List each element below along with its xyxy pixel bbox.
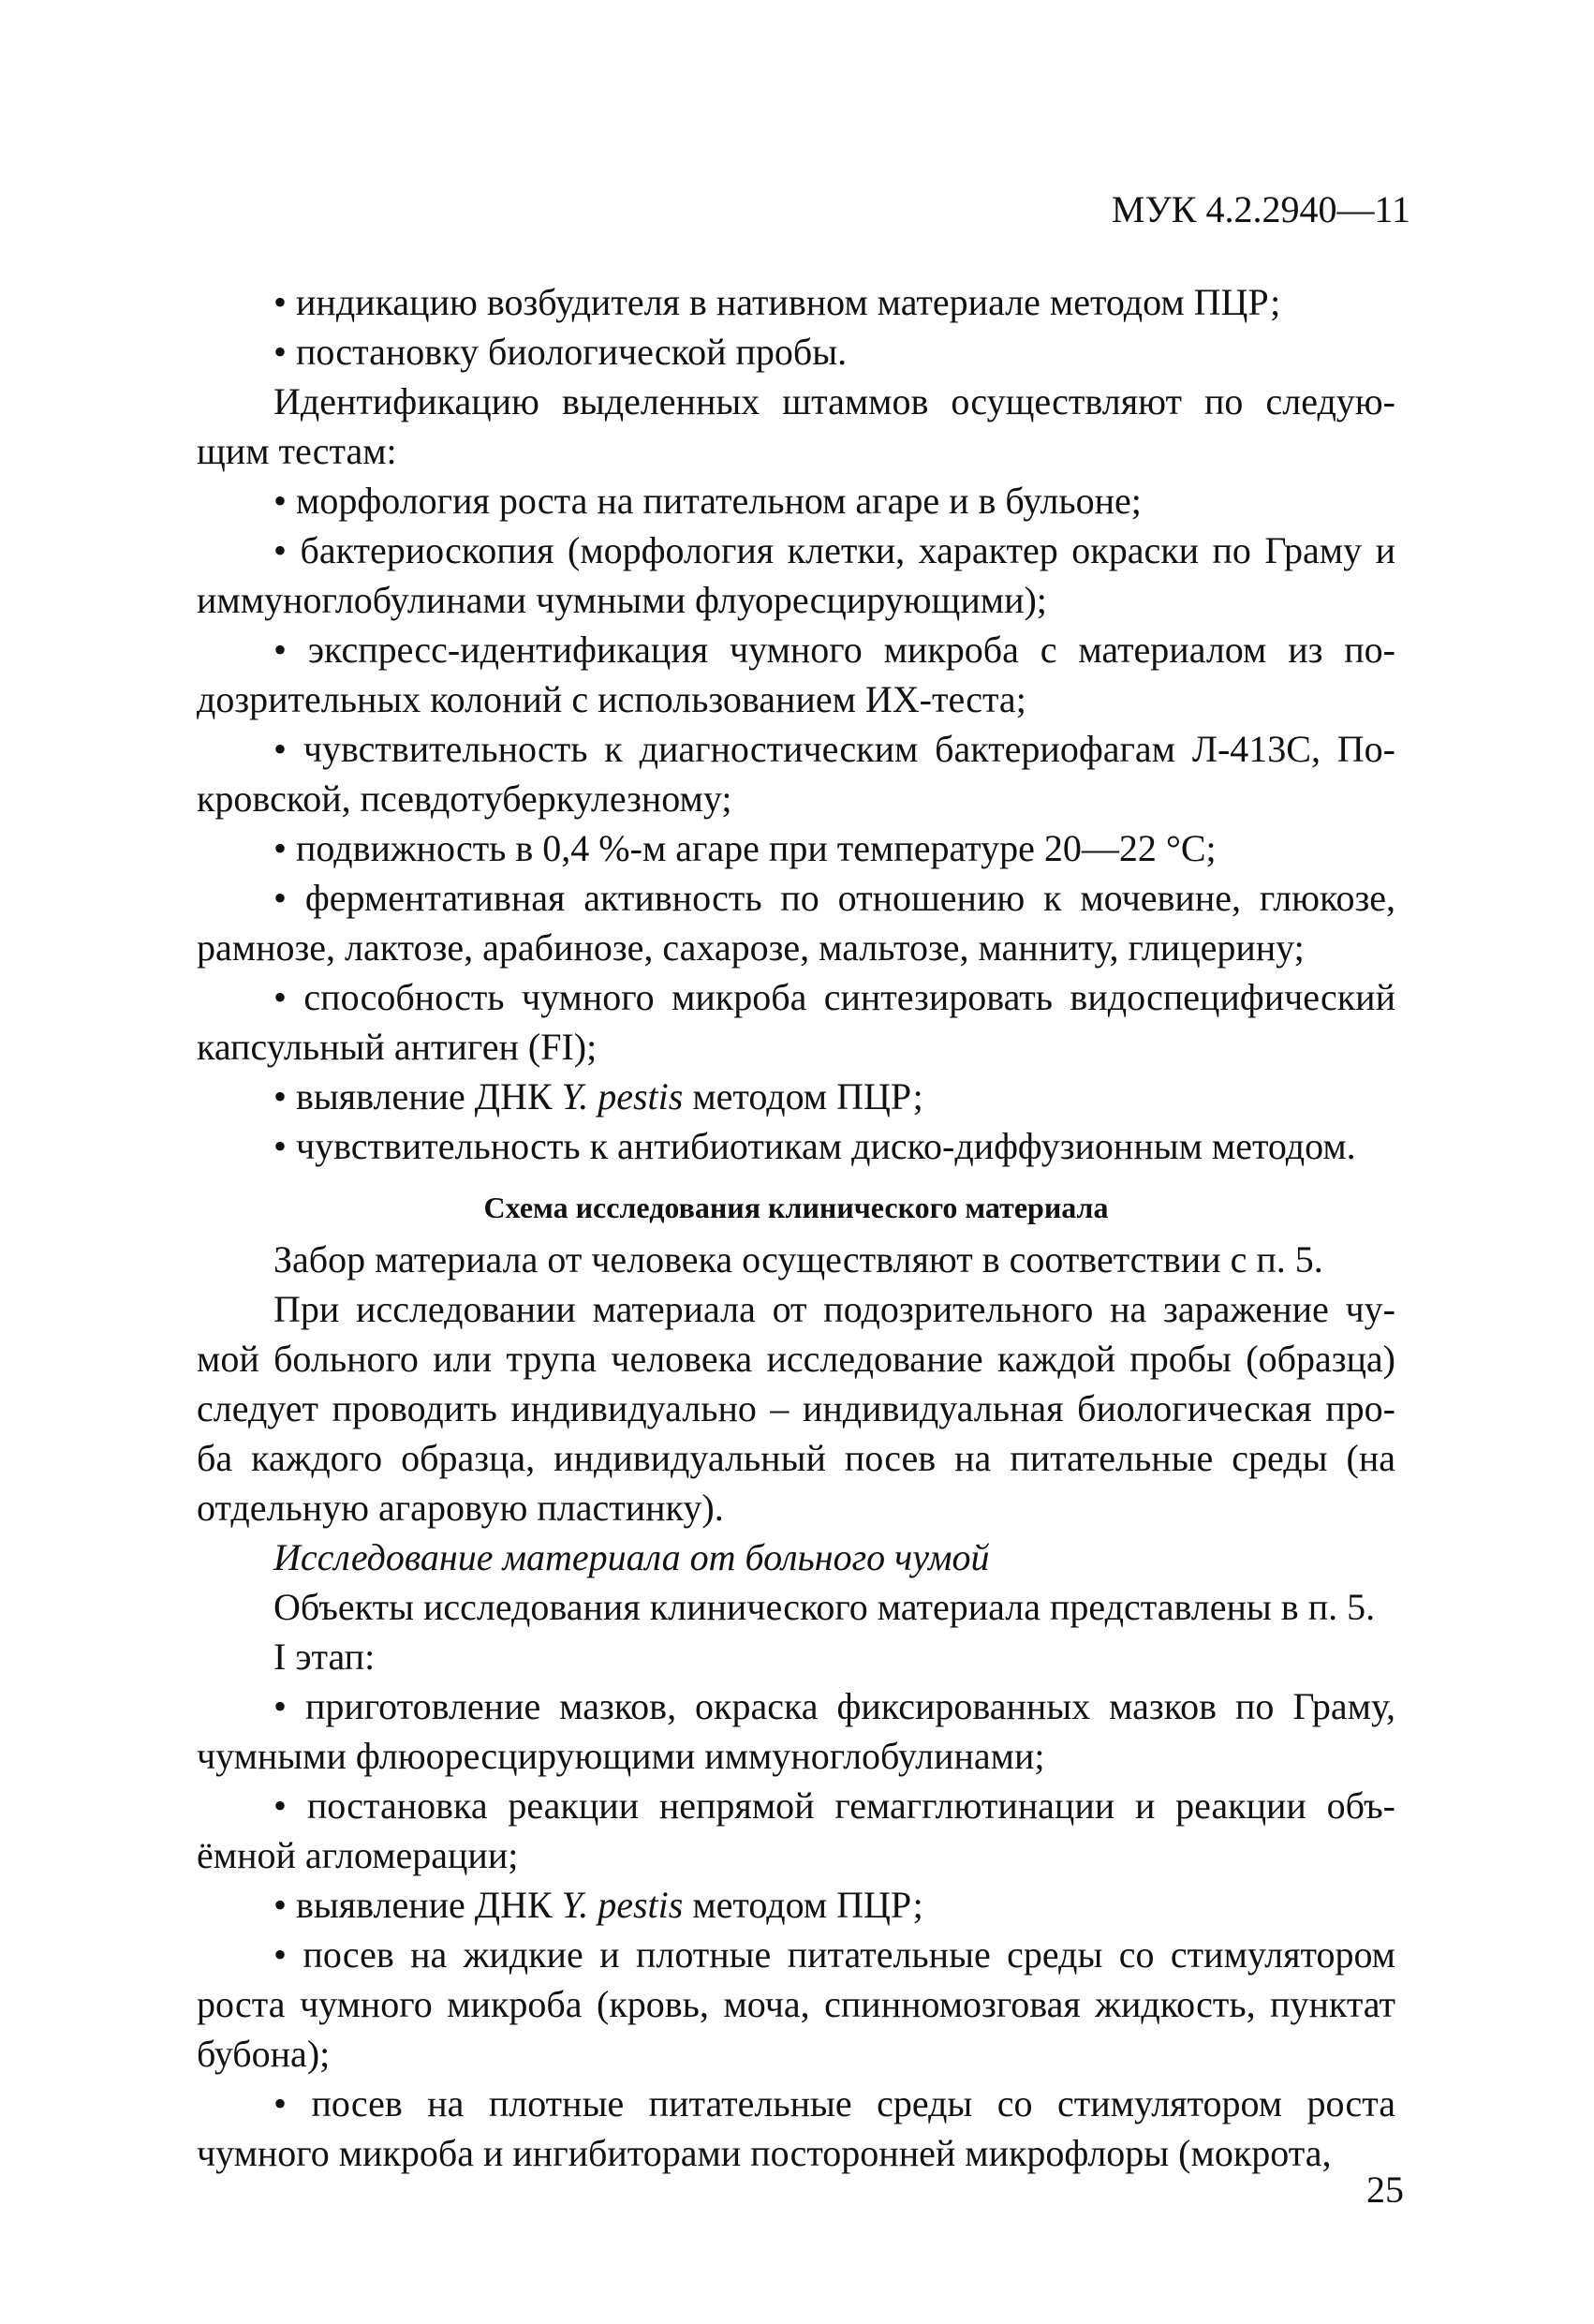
list-item: • приготовление мазков, окраска фиксированных мазков по Граму, чумными флюоресцирующими иммуноглобулинами; <box>197 1685 1395 1777</box>
list-item: • морфология роста на питательном агаре и в бульоне; <box>273 480 1142 522</box>
list-item-text: • выявление ДНК <box>273 1075 562 1118</box>
list-item: • постановку биологической пробы. <box>273 331 848 373</box>
species-name: Y. pestis <box>561 1075 684 1118</box>
list-item <box>197 1880 1395 1930</box>
list-item-text: методом ПЦР; <box>683 1884 923 1926</box>
section-title: Схема исследования клинического материала <box>483 1191 1109 1224</box>
document-code-header: МУК 4.2.2940—11 <box>1111 188 1410 230</box>
list-item: • способность чумного микроба синтезировать видоспецифический капсульный антиген (FI); <box>197 976 1395 1068</box>
paragraph: Идентификацию выделенных штаммов осуществляют по следую-щим тестам: <box>197 380 1395 472</box>
list-item-text: методом ПЦР; <box>683 1075 923 1118</box>
list-item: • посев на жидкие и плотные питательные среды со стимулятором роста чумного микроба (кровь, моча, спинномозговая жидкость, пунктат бубона); <box>197 1933 1395 2075</box>
species-name: Y. pestis <box>561 1884 684 1926</box>
list-item: • экспресс-идентификация чумного микроба с материалом из по-дозрительных колоний с использованием ИХ-теста; <box>197 629 1395 720</box>
stage-label: I этап: <box>273 1636 376 1678</box>
list-item: • посев на плотные питательные среды со стимулятором роста чумного микроба и ингибиторами посторонней микрофлоры (мокрота, <box>197 2082 1395 2174</box>
page-number: 25 <box>1366 2169 1404 2211</box>
list-item <box>197 1072 1395 1121</box>
paragraph: При исследовании материала от подозрительного на заражение чу-мой больного или трупа человека исследование каждой пробы (образца) следует проводить индивидуально – индивидуальная биологическая про-ба каждого образца, индивидуальный посев на питательные среды (на отдельную агаровую пластинку). <box>197 1288 1395 1529</box>
list-item-text: • выявление ДНК <box>273 1884 562 1926</box>
list-item: • индикацию возбудителя в нативном материале методом ПЦР; <box>273 281 1281 323</box>
subsection-title: Исследование материала от больного чумой <box>273 1536 990 1578</box>
list-item: • чувствительность к диагностическим бактериофагам Л-413С, По-кровской, псевдотуберкулезному; <box>197 728 1395 820</box>
list-item: • подвижность в 0,4 %-м агаре при температуре 20—22 °С; <box>273 827 1217 869</box>
list-item: • ферментативная активность по отношению к мочевине, глюкозе, рамнозе, лактозе, арабинозе, сахарозе, мальтозе, манниту, глицерину; <box>197 877 1395 969</box>
list-item: • бактериоскопия (морфология клетки, характер окраски по Граму и иммуноглобулинами чумными флуоресцирующими); <box>197 529 1395 621</box>
paragraph: Объекты исследования клинического материала представлены в п. 5. <box>273 1586 1376 1628</box>
list-item: • постановка реакции непрямой гемагглютинации и реакции объ-ёмной агломерации; <box>197 1784 1395 1876</box>
list-item: • чувствительность к антибиотикам диско-диффузионным методом. <box>273 1125 1356 1167</box>
document-body <box>197 277 1395 2178</box>
paragraph: Забор материала от человека осуществляют в соответствии с п. 5. <box>273 1238 1323 1280</box>
